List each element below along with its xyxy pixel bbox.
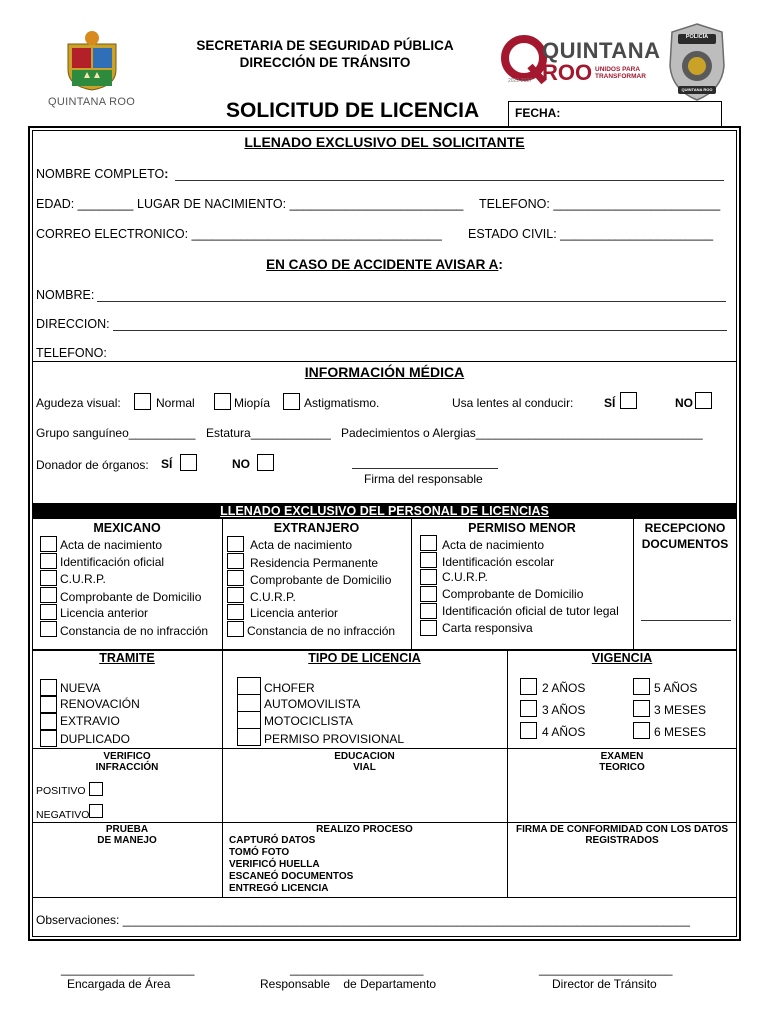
director-label: Director de Tránsito — [552, 977, 657, 991]
mexicano-checkbox[interactable] — [40, 604, 57, 620]
menor-item: Acta de nacimiento — [442, 538, 545, 552]
vigencia-item: 2 AÑOS — [542, 681, 586, 695]
tramite-item: RENOVACIÓN — [60, 697, 140, 711]
mexicano-item: Comprobante de Domicilio — [60, 590, 202, 604]
tipo-item: AUTOMOVILISTA — [264, 697, 361, 711]
extranjero-item: Acta de nacimiento — [250, 538, 353, 552]
secretaria-title: SECRETARIA DE SEGURIDAD PÚBLICA — [196, 38, 454, 53]
signature-line-responsable[interactable]: ____________________ — [290, 962, 424, 976]
menor-item: Identificación escolar — [442, 555, 555, 569]
grupo-sanguineo-field[interactable]: Grupo sanguíneo__________ — [36, 426, 196, 440]
proceso-title: REALIZO PROCESO — [316, 824, 413, 835]
tipo-title: TIPO DE LICENCIA — [308, 651, 421, 665]
examen-title-1: EXAMEN — [600, 751, 644, 762]
contacto-telefono-label: TELEFONO: — [36, 346, 107, 360]
verifico-title-2: INFRACCIÓN — [95, 762, 159, 773]
observaciones-field[interactable]: Observaciones: _____________________________________________________________________________________ — [36, 913, 690, 927]
vigencia-item: 4 AÑOS — [542, 725, 586, 739]
miopia-checkbox[interactable] — [214, 393, 231, 410]
mexicano-checkbox[interactable] — [40, 570, 57, 586]
mexicano-item: Identificación oficial — [60, 555, 165, 569]
recepciono-title-1: RECEPCIONO — [644, 521, 726, 535]
negativo-checkbox[interactable] — [89, 804, 103, 818]
divider-col2 — [411, 519, 412, 650]
fecha-label: FECHA: — [515, 106, 561, 120]
tipo-item: PERMISO PROVISIONAL — [264, 732, 405, 746]
estatura-field[interactable]: Estatura____________ — [206, 426, 331, 440]
proceso-item: VERIFICÓ HUELLA — [229, 859, 320, 870]
extranjero-item: Residencia Permanente — [250, 556, 379, 570]
contacto-nombre-label: NOMBRE: — [36, 288, 95, 302]
brand-top: QUINTANA — [542, 38, 661, 63]
tramite-item: NUEVA — [60, 681, 101, 695]
estado-civil-field[interactable]: ESTADO CIVIL: ______________________ — [468, 227, 714, 241]
donador-no-checkbox[interactable] — [257, 454, 274, 471]
menor-checkbox[interactable] — [420, 620, 437, 636]
proceso-item: ENTREGÓ LICENCIA — [229, 883, 329, 894]
menor-checkbox[interactable] — [420, 535, 437, 551]
encargada-label: Encargada de Área — [67, 977, 171, 991]
astigmatismo-checkbox[interactable] — [283, 393, 300, 410]
quintana-roo-shield-logo — [62, 30, 122, 92]
tramite-item: DUPLICADO — [60, 732, 131, 746]
mexicano-checkbox[interactable] — [40, 587, 57, 603]
mexicano-item: Constancia de no infracción — [60, 624, 209, 638]
tipo-item: CHOFER — [264, 681, 315, 695]
menor-item: C.U.R.P. — [442, 570, 488, 584]
tramite-checkbox[interactable] — [40, 696, 57, 713]
divider-medica — [32, 361, 737, 362]
vigencia-item: 5 AÑOS — [654, 681, 698, 695]
vigencia-item: 3 MESES — [654, 703, 707, 717]
educacion-title-1: EDUCACION — [334, 751, 395, 762]
vigencia-checkbox[interactable] — [520, 678, 537, 695]
proceso-item: TOMÓ FOTO — [229, 847, 290, 858]
nombre-completo-label: NOMBRE COMPLETO: — [36, 167, 169, 181]
vigencia-checkbox[interactable] — [633, 678, 650, 695]
left-logo-text: QUINTANA ROO — [48, 96, 136, 108]
solicitante-heading: LLENADO EXCLUSIVO DEL SOLICITANTE — [244, 134, 525, 150]
menor-item: Carta responsiva — [442, 621, 533, 635]
menor-title: PERMISO MENOR — [468, 521, 576, 535]
mexicano-item: Licencia anterior — [60, 606, 149, 620]
extranjero-item: C.U.R.P. — [250, 590, 296, 604]
accidente-heading: EN CASO DE ACCIDENTE AVISAR A: — [266, 257, 503, 272]
divider-observaciones — [32, 897, 737, 898]
educacion-title-2: VIAL — [353, 762, 376, 773]
personal-heading: LLENADO EXCLUSIVO DEL PERSONAL DE LICENCIAS — [32, 503, 737, 519]
fecha-field[interactable] — [508, 101, 722, 127]
mexicano-checkbox[interactable] — [40, 553, 57, 569]
responsable-label: Responsable de Departamento — [260, 977, 437, 991]
vigencia-title: VIGENCIA — [591, 651, 653, 665]
extranjero-checkbox[interactable] — [227, 553, 244, 569]
nombre-completo-input[interactable] — [175, 180, 724, 181]
contacto-direccion-label: DIRECCION: — [36, 317, 110, 331]
tipo-item: MOTOCICLISTA — [264, 714, 353, 728]
contacto-direccion-input[interactable] — [113, 330, 727, 331]
divider-prueba — [32, 822, 737, 823]
vigencia-checkbox[interactable] — [633, 700, 650, 717]
examen-title-2: TEORICO — [599, 762, 645, 773]
extranjero-checkbox[interactable] — [227, 587, 244, 603]
menor-checkbox[interactable] — [420, 586, 437, 602]
prueba-title-2: DE MANEJO — [97, 835, 157, 846]
mexicano-title: MEXICANO — [93, 521, 161, 535]
brand-tagline-1: UNIDOS PARA — [595, 66, 641, 73]
padecimientos-field[interactable]: Padecimientos o Alergias__________________________________ — [341, 426, 703, 440]
vigencia-item: 6 MESES — [654, 725, 707, 739]
signature-line-director[interactable]: ____________________ — [539, 962, 673, 976]
extranjero-item: Constancia de no infracción — [247, 624, 396, 638]
tramite-checkbox[interactable] — [40, 730, 57, 747]
donador-si-label: SÍ — [161, 457, 173, 471]
brand-years: 2022-2027 — [508, 78, 532, 84]
tramite-item: EXTRAVIO — [60, 714, 120, 728]
extranjero-checkbox[interactable] — [227, 536, 244, 552]
mexicano-item: C.U.R.P. — [60, 572, 106, 586]
vigencia-checkbox[interactable] — [633, 722, 650, 739]
extranjero-checkbox[interactable] — [227, 604, 244, 620]
mexicano-item: Acta de nacimiento — [60, 538, 163, 552]
brand-tagline-2: TRANSFORMAR — [595, 73, 646, 80]
tipo-checkbox[interactable] — [237, 711, 261, 729]
firma-responsable-line[interactable] — [352, 468, 498, 469]
donador-label: Donador de órganos: — [36, 458, 149, 472]
tipo-checkbox[interactable] — [237, 728, 261, 746]
mexicano-checkbox[interactable] — [40, 536, 57, 552]
recepciono-signature-line[interactable] — [641, 620, 731, 621]
extranjero-checkbox[interactable] — [227, 621, 244, 637]
correo-field[interactable]: CORREO ELECTRONICO: ____________________________________ — [36, 227, 442, 241]
recepciono-title-2: DOCUMENTOS — [641, 537, 729, 551]
verifico-title-1: VERIFICO — [103, 751, 151, 762]
normal-checkbox[interactable] — [134, 393, 151, 410]
donador-no-label: NO — [232, 457, 250, 471]
signature-line-encargada[interactable]: ____________________ — [61, 962, 195, 976]
agudeza-label: Agudeza visual: — [36, 396, 121, 410]
tipo-checkbox[interactable] — [237, 694, 261, 712]
firma-responsable-label: Firma del responsable — [364, 472, 483, 486]
extranjero-title: EXTRANJERO — [273, 521, 360, 535]
lentes-no-checkbox[interactable] — [695, 392, 712, 409]
vigencia-checkbox[interactable] — [520, 700, 537, 717]
divider-col1 — [222, 519, 223, 650]
quintana-roo-brand-logo — [500, 30, 661, 90]
proceso-item: ESCANEÓ DOCUMENTOS — [229, 871, 354, 882]
lentes-no-label: NO — [675, 396, 693, 410]
conformidad-title-1: FIRMA DE CONFORMIDAD CON LOS DATOS — [515, 824, 729, 835]
positivo-checkbox[interactable] — [89, 782, 103, 796]
tramite-checkbox[interactable] — [40, 713, 57, 730]
lugar-nacimiento-field[interactable]: LUGAR DE NACIMIENTO: _________________________ — [137, 197, 464, 211]
extranjero-checkbox[interactable] — [227, 570, 244, 586]
astigmatismo-label: Astigmatismo. — [304, 396, 380, 410]
tipo-checkbox[interactable] — [237, 677, 261, 695]
menor-checkbox[interactable] — [420, 552, 437, 568]
vigencia-checkbox[interactable] — [520, 722, 537, 739]
menor-item: Identificación oficial de tutor legal — [442, 604, 619, 618]
telefono-field[interactable]: TELEFONO: ________________________ — [479, 197, 721, 211]
badge-bottom-text: QUINTANA ROO — [681, 87, 713, 92]
usa-lentes-label: Usa lentes al conducir: — [452, 396, 574, 410]
medica-heading: INFORMACIÓN MÉDICA — [304, 364, 465, 380]
lentes-si-checkbox[interactable] — [620, 392, 637, 409]
divider-verifico — [32, 748, 737, 749]
contacto-nombre-input[interactable] — [97, 301, 726, 302]
tramite-title: TRAMITE — [99, 651, 155, 665]
tramite-checkbox[interactable] — [40, 679, 57, 696]
form-title: SOLICITUD DE LICENCIA — [226, 99, 480, 122]
vigencia-item: 3 AÑOS — [542, 703, 586, 717]
menor-item: Comprobante de Domicilio — [442, 587, 584, 601]
positivo-label: POSITIVO — [36, 785, 86, 797]
conformidad-title-2: REGISTRADOS — [585, 835, 659, 846]
brand-bottom: ROO — [542, 60, 593, 85]
menor-checkbox[interactable] — [420, 603, 437, 619]
proceso-item: CAPTURÓ DATOS — [229, 835, 316, 846]
extranjero-item: Licencia anterior — [250, 606, 339, 620]
lentes-si-label: SÍ — [604, 396, 616, 410]
edad-field[interactable]: EDAD: ________ — [36, 197, 134, 211]
negativo-label: NEGATIVO — [36, 809, 90, 821]
miopia-label: Miopía — [234, 396, 271, 410]
badge-top-text: POLICÍA — [685, 34, 709, 40]
menor-checkbox[interactable] — [420, 569, 437, 585]
mexicano-checkbox[interactable] — [40, 621, 57, 637]
donador-si-checkbox[interactable] — [180, 454, 197, 471]
normal-label: Normal — [156, 396, 195, 410]
direccion-title: DIRECCIÓN DE TRÁNSITO — [239, 55, 411, 70]
extranjero-item: Comprobante de Domicilio — [250, 573, 392, 587]
prueba-title-1: PRUEBA — [105, 824, 149, 835]
